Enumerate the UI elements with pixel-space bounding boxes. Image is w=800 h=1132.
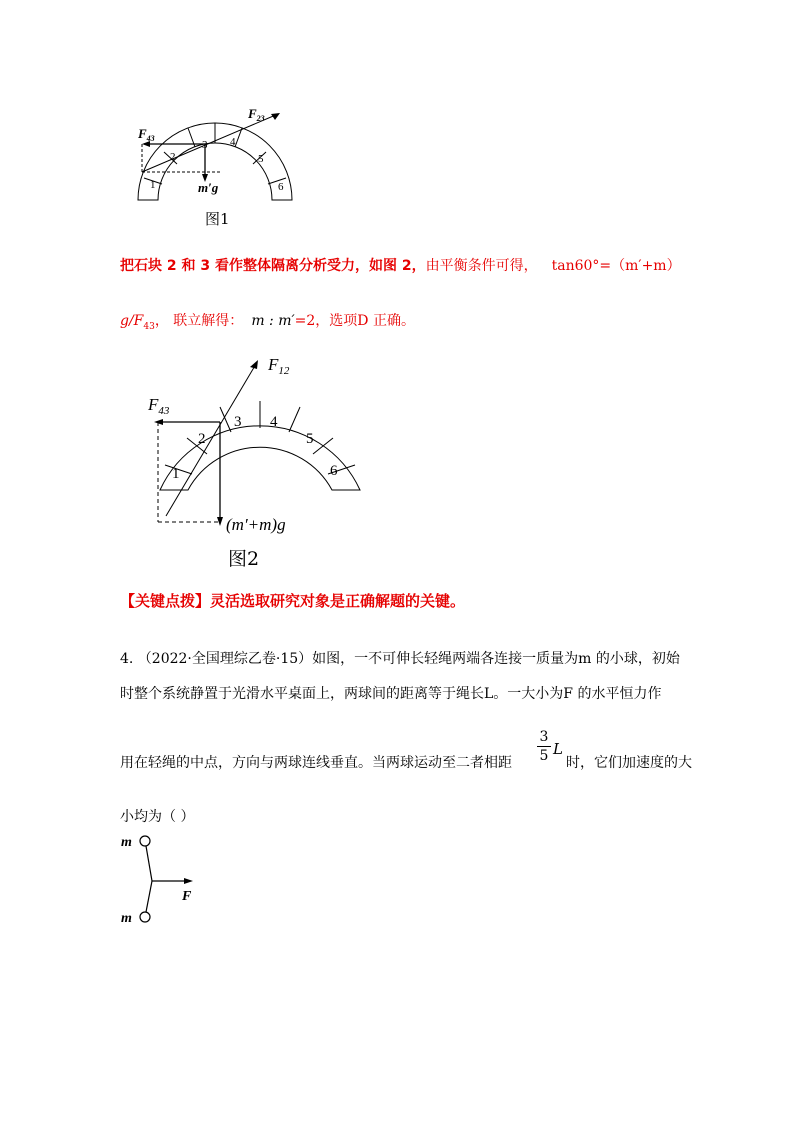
explanation-bold: 把石块 2 和 3 看作整体隔离分析受力，如图 2， <box>120 258 426 274</box>
fig2-block-1: 1 <box>172 466 180 482</box>
ratio-formula: m : m′ <box>251 313 295 329</box>
fig2-block-6: 6 <box>330 463 338 479</box>
figure-2 <box>140 350 380 545</box>
explanation-line-1 <box>120 255 681 275</box>
fig2-block-3: 3 <box>234 414 242 430</box>
explanation-line-2: $g/F_{43}$， 联立解得： m : m′=2，选项D 正确。 <box>120 313 415 332</box>
figure-3 <box>115 828 225 928</box>
fig2-block-5: 5 <box>306 431 314 447</box>
fig2-caption: 图2 <box>228 548 260 570</box>
fig2-f43-label: $F_{43}$ <box>148 395 170 417</box>
fig1-block-5: 5 <box>258 153 264 165</box>
fraction-numerator: 3 <box>539 729 549 745</box>
fig1-block-1: 1 <box>150 179 156 191</box>
fig1-caption: 图1 <box>205 210 230 228</box>
question4-options: 小均为（ ） <box>120 809 195 825</box>
force-f-label: F <box>182 889 192 904</box>
fig2-block-4: 4 <box>270 414 278 430</box>
result-text: =2，选项D 正确。 <box>294 313 415 329</box>
fraction-variable: L <box>553 740 563 758</box>
fig1-block-2: 2 <box>170 151 176 163</box>
key-point: 【关键点拨】灵活选取研究对象是正确解题的关键。 <box>120 592 466 610</box>
fraction <box>537 729 551 764</box>
explanation-red: 由平衡条件可得， <box>425 258 538 274</box>
fig2-weight-label: (m′+m)g <box>226 515 286 534</box>
fig1-f43-label: $F_{43}$ <box>138 126 155 143</box>
ball-top-label: m <box>121 835 132 850</box>
fig2-f12-label: $F_{12}$ <box>268 355 290 377</box>
fig2-block-2: 2 <box>198 431 206 447</box>
fig1-f23-label: $F_{23}$ <box>248 106 265 123</box>
question4-line-1: 4. （2022·全国理综乙卷·15）如图，一不可伸长轻绳两端各连接一质量为m 的小球，初始 <box>120 651 680 667</box>
fraction-denominator: 5 <box>539 748 549 764</box>
formula-tan60: tan60°=（m′+m） <box>551 258 681 274</box>
question4-line-2: 时整个系统静置于光滑水平桌面上，两球间的距离等于绳长L。一大小为F 的水平恒力作 <box>120 686 662 702</box>
question4-line-3: 用在轻绳的中点，方向与两球连线垂直。当两球运动至二者相距 <box>120 755 512 771</box>
fig1-block-3: 3 <box>202 139 208 151</box>
fig1-weight-label: m′g <box>198 180 219 195</box>
fig1-block-4: 4 <box>230 136 236 148</box>
fig1-block-6: 6 <box>278 181 284 193</box>
question4-line-3-end: 时，它们加速度的大 <box>566 755 692 771</box>
ball-bottom-label: m <box>121 911 132 926</box>
